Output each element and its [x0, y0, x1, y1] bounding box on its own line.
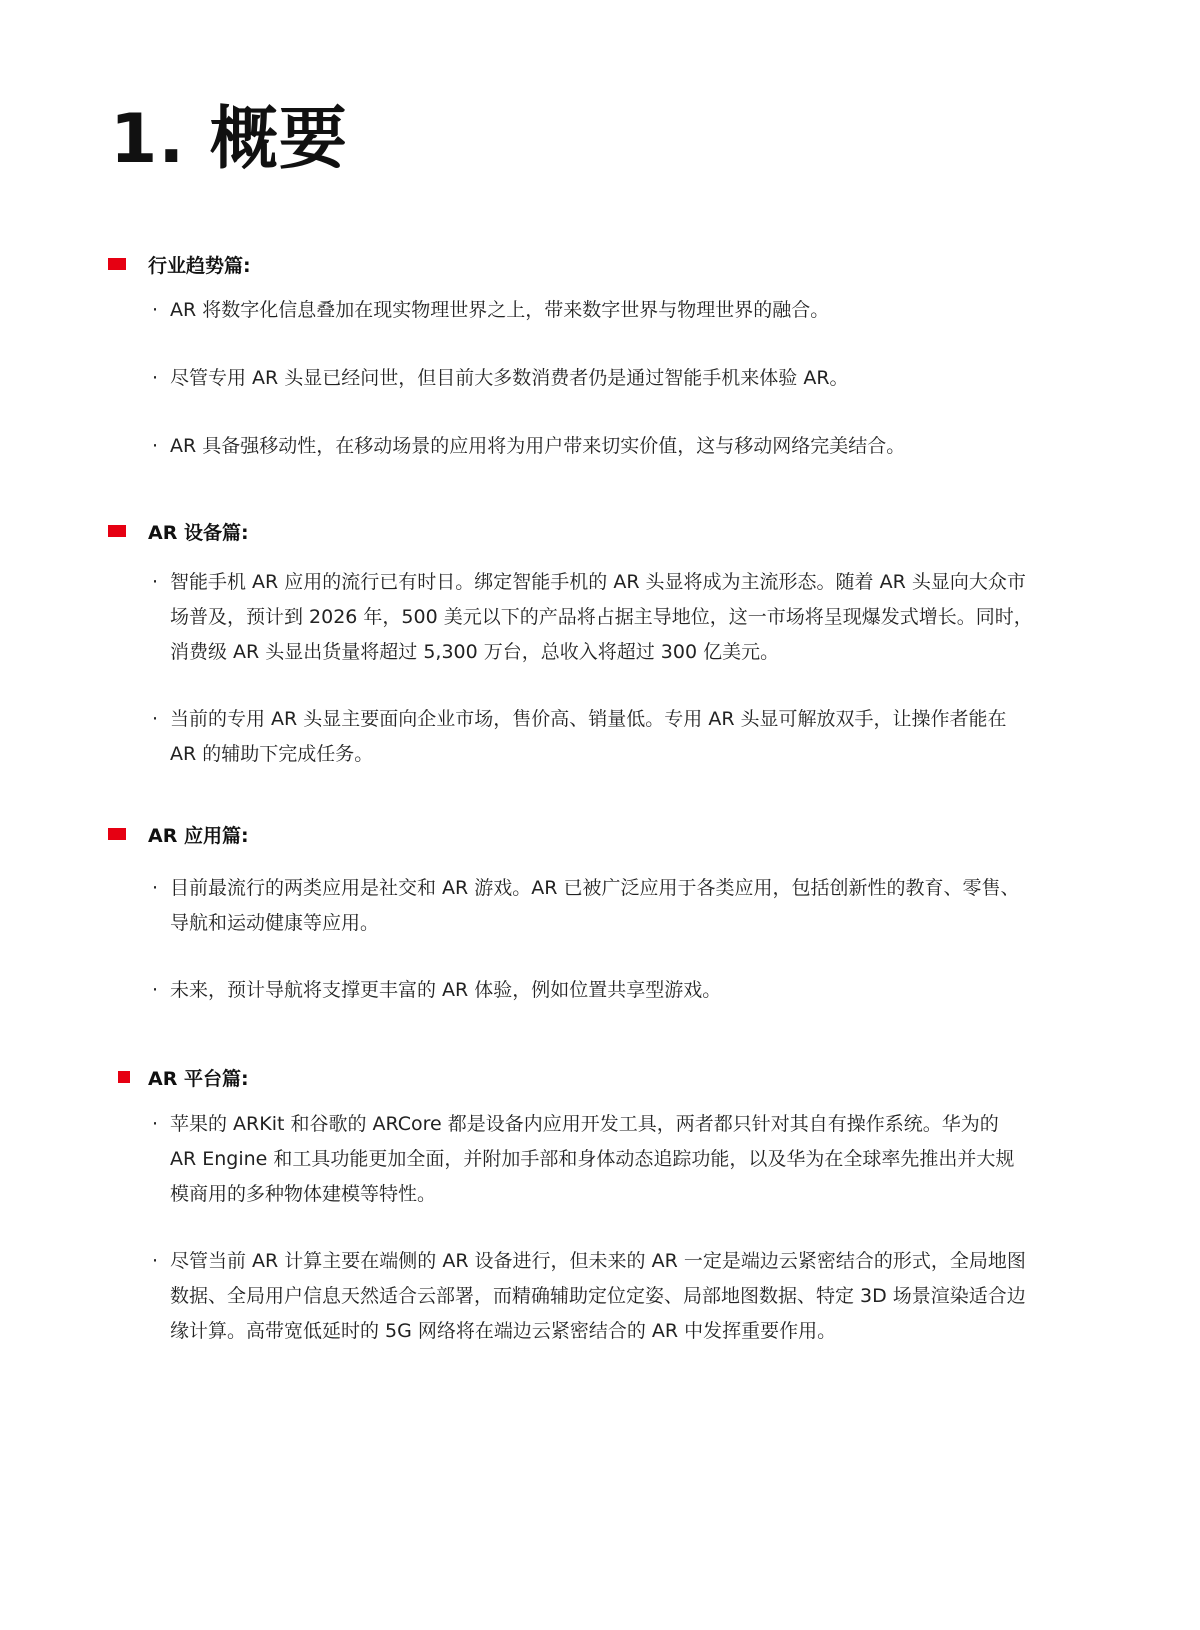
paragraph-line: AR 具备强移动性，在移动场景的应用将为用户带来切实价值，这与移动网络完美结合。	[170, 435, 906, 457]
bullet-paragraph	[152, 361, 849, 396]
bullet-paragraph	[152, 871, 1020, 941]
section-label: AR 应用篇:	[148, 824, 249, 847]
bullet-paragraph	[152, 1244, 1026, 1349]
section-label: AR 平台篇:	[148, 1067, 249, 1090]
bullet-paragraph	[152, 429, 905, 464]
paragraph-line: 数据、全局用户信息天然适合云部署，而精确辅助定位定姿、局部地图数据、特定 3D 场景渲染适合边	[170, 1285, 1026, 1307]
section-label: 行业趋势篇:	[148, 254, 251, 277]
paragraph-line: 苹果的 ARKit 和谷歌的 ARCore 都是设备内应用开发工具，两者都只针对其自有操作系统。华为的	[170, 1113, 999, 1135]
paragraph-line: 未来，预计导航将支撑更丰富的 AR 体验，例如位置共享型游戏。	[170, 979, 722, 1001]
paragraph-line: 尽管专用 AR 头显已经问世，但目前大多数消费者仍是通过智能手机来体验 AR。	[170, 367, 849, 389]
paragraph-line: AR 的辅助下完成任务。	[170, 743, 374, 765]
red-square-marker-icon	[118, 1071, 130, 1083]
section-label: AR 设备篇:	[148, 521, 249, 544]
paragraph-line: AR Engine 和工具功能更加全面，并附加手部和身体动态追踪功能，以及华为在全球率先推出并大规	[170, 1148, 1015, 1170]
paragraph-line: 当前的专用 AR 头显主要面向企业市场，售价高、销量低。专用 AR 头显可解放双手，让操作者能在	[170, 708, 1007, 730]
section-heading	[108, 516, 249, 546]
paragraph-line: 尽管当前 AR 计算主要在端侧的 AR 设备进行，但未来的 AR 一定是端边云紧密结合的形式，全局地图	[170, 1250, 1026, 1272]
paragraph-line: 目前最流行的两类应用是社交和 AR 游戏。AR 已被广泛应用于各类应用，包括创新性的教育、零售、	[170, 877, 1020, 899]
bullet-dot-icon: ·	[152, 877, 159, 899]
paragraph-line: 缘计算。高带宽低延时的 5G 网络将在端边云紧密结合的 AR 中发挥重要作用。	[170, 1320, 837, 1342]
bullet-dot-icon: ·	[152, 708, 159, 730]
section-heading	[118, 1062, 249, 1092]
bullet-paragraph	[152, 1107, 1014, 1212]
section-heading	[108, 819, 249, 849]
bullet-paragraph	[152, 702, 1007, 772]
paragraph-line: 消费级 AR 头显出货量将超过 5,300 万台，总收入将超过 300 亿美元。	[170, 641, 780, 663]
paragraph-line: 智能手机 AR 应用的流行已有时日。绑定智能手机的 AR 头显将成为主流形态。随着 AR 头显向大众市	[170, 571, 1026, 593]
bullet-dot-icon: ·	[152, 1113, 159, 1135]
bullet-dot-icon: ·	[152, 299, 159, 321]
red-square-marker-icon	[108, 828, 126, 840]
bullet-paragraph	[152, 565, 1033, 670]
paragraph-line: 场普及，预计到 2026 年，500 美元以下的产品将占据主导地位，这一市场将呈现爆发式增长。同时，	[170, 606, 1033, 628]
bullet-dot-icon: ·	[152, 1250, 159, 1272]
red-square-marker-icon	[108, 258, 126, 270]
red-square-marker-icon	[108, 525, 126, 537]
bullet-dot-icon: ·	[152, 571, 159, 593]
page-title: 1. 概要	[110, 100, 348, 179]
paragraph-line: 导航和运动健康等应用。	[170, 912, 380, 934]
paragraph-line: 模商用的多种物体建模等特性。	[170, 1183, 437, 1205]
bullet-dot-icon: ·	[152, 367, 159, 389]
bullet-dot-icon: ·	[152, 435, 159, 457]
section-heading	[108, 249, 251, 279]
paragraph-line: AR 将数字化信息叠加在现实物理世界之上，带来数字世界与物理世界的融合。	[170, 299, 830, 321]
bullet-dot-icon: ·	[152, 979, 159, 1001]
bullet-paragraph	[152, 293, 829, 328]
bullet-paragraph	[152, 973, 721, 1008]
